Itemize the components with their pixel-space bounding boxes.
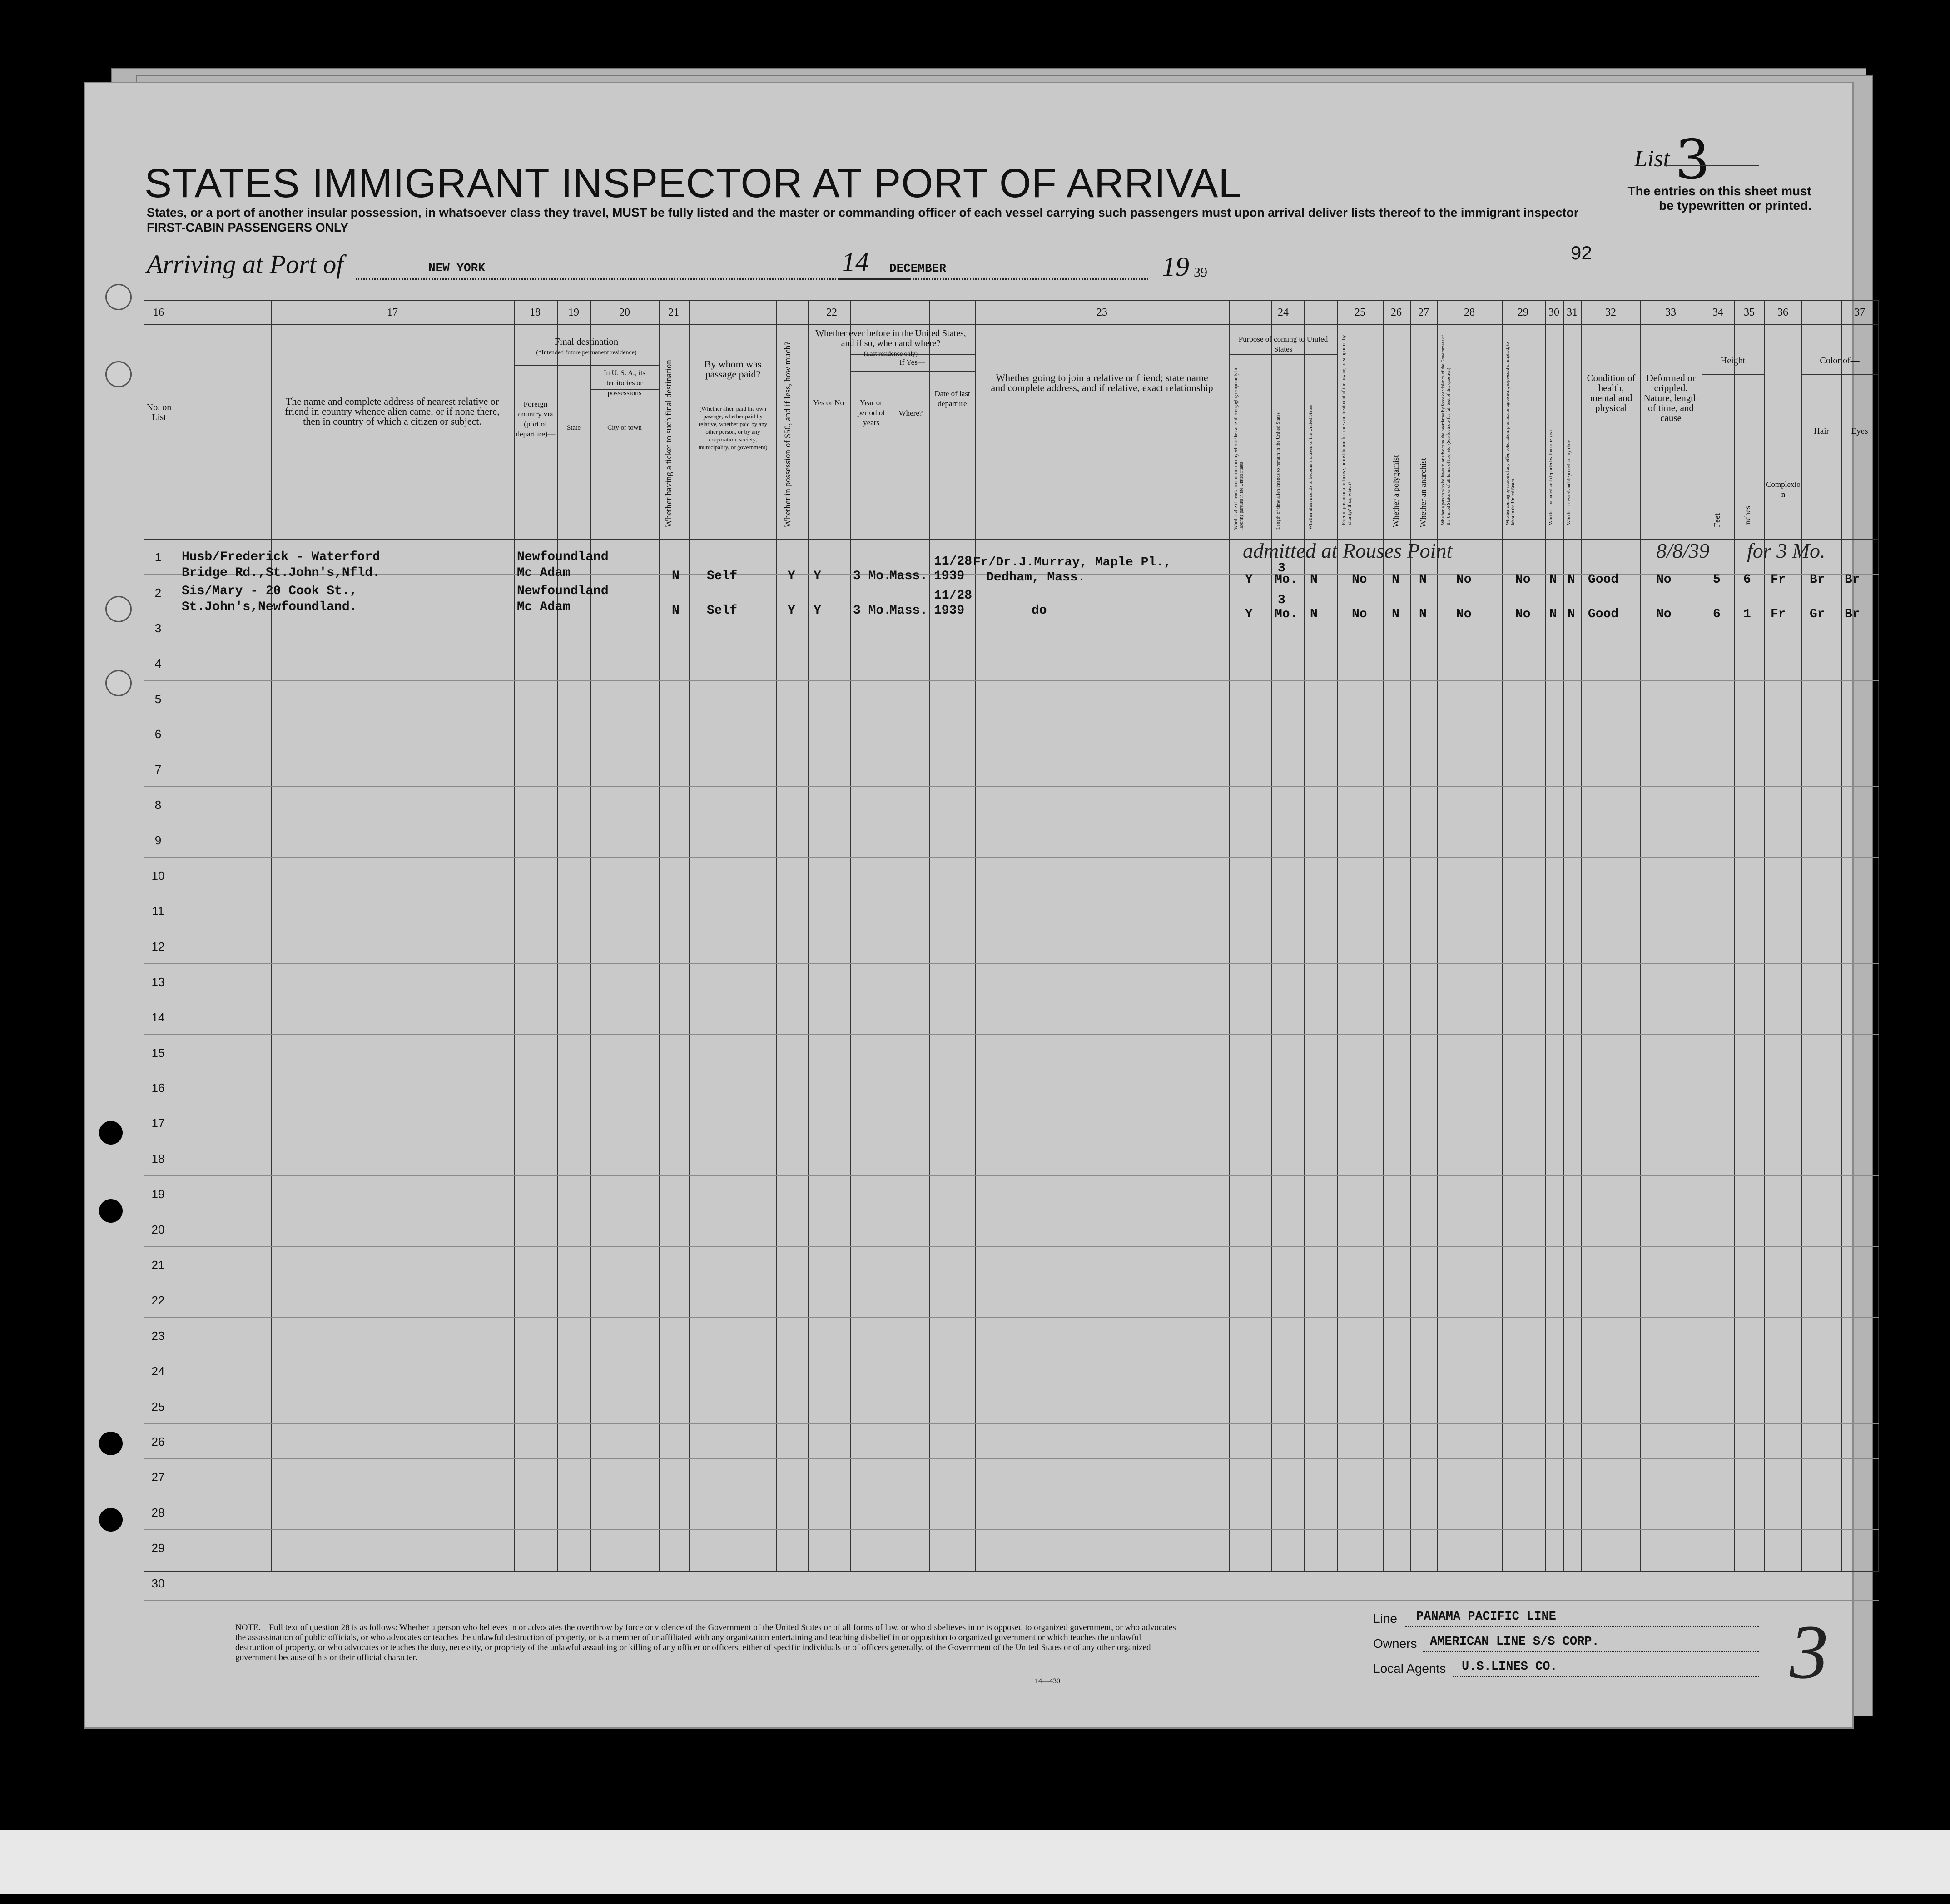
hair-color: Gr xyxy=(1810,607,1825,621)
joining-relative: do xyxy=(1032,604,1047,618)
passage-paid-by: Self xyxy=(707,604,738,618)
row-number: 4 xyxy=(154,656,162,670)
excluded-answer: N xyxy=(1549,573,1557,587)
manifest-table xyxy=(144,300,1879,1590)
table-top-border xyxy=(144,300,1879,301)
row-number: 25 xyxy=(151,1399,165,1413)
header-state: State xyxy=(567,424,581,431)
binder-hole xyxy=(105,596,132,622)
row-number: 1 xyxy=(154,550,162,564)
col-divider xyxy=(1563,300,1564,1572)
col-divider xyxy=(1337,300,1338,1572)
question-29-answer: No xyxy=(1515,573,1531,587)
column-number: 16 xyxy=(153,307,164,318)
binder-hole xyxy=(99,1508,123,1532)
column-number: 33 xyxy=(1665,307,1676,318)
header-passage-note: (Whether alien paid his own passage, whether paid by relative, whether paid by any other person, or by any corporation, society, municipality, or government) xyxy=(698,405,768,451)
line-underline xyxy=(1405,1626,1759,1627)
header-marks xyxy=(1851,408,1879,418)
header-period: Year or period of years xyxy=(857,398,885,427)
handwritten-sheet-number: 3 xyxy=(1790,1609,1828,1695)
excluded-answer: N xyxy=(1549,607,1557,621)
joining-relative: Dedham, Mass. xyxy=(986,570,1086,585)
column-number: 23 xyxy=(1097,307,1107,318)
complexion-value: Fr xyxy=(1771,573,1786,587)
row-number: 11 xyxy=(152,904,164,918)
header-ticket: Whether having a ticket to such final destination xyxy=(664,360,674,527)
ticket-value: N xyxy=(672,604,680,618)
row-number: 9 xyxy=(154,833,162,848)
question-28-answer: No xyxy=(1456,607,1472,621)
row-number: 14 xyxy=(151,1010,165,1024)
ever-before-yes-no: Y xyxy=(814,569,821,583)
intends-return: Y xyxy=(1245,573,1253,587)
footnote-question-28: NOTE.—Full text of question 28 is as follows: Whether a person who believes in or advocates the overthrow by force or violence of the Government of the United States or of all forms of law, or who disbelieves in or is opposed to organized government, or who advocates the assassination of public officials, or who advocates or teaches the unlawful destruction of property, or is a member of or affiliated with any organization entertaining and teaching disbelief in or opposition to organized government or which teaches the unlawful destruction of property, or who advocates or teaches the duty, necessity, or propriety of the unlawful assaulting or killing of any officer or officers, either of specific individuals or of officers generally, of the Government of the United States or of any other organized government because of his or their official character. xyxy=(235,1623,1176,1662)
polygamist-answer: N xyxy=(1392,607,1399,621)
column-number: 29 xyxy=(1518,307,1528,318)
col-divider xyxy=(590,300,591,1572)
header-yes-no: Yes or No xyxy=(813,398,844,407)
prison-answer: No xyxy=(1352,573,1367,587)
col-divider xyxy=(1410,300,1411,1572)
column-number: 26 xyxy=(1391,307,1402,318)
ever-before-yes-no: Y xyxy=(814,604,821,618)
local-agents-value: U.S.LINES CO. xyxy=(1462,1660,1558,1674)
header-departure-date: Date of last departure xyxy=(934,389,970,408)
table-bottom-border xyxy=(144,1571,1879,1572)
row-number: 2 xyxy=(154,585,162,600)
anarchist-answer: N xyxy=(1419,573,1427,587)
row-number: 23 xyxy=(151,1329,165,1343)
month-underline xyxy=(839,278,1148,280)
column-number: 27 xyxy=(1418,307,1429,318)
binder-hole xyxy=(105,284,132,310)
page-number: 92 xyxy=(1571,242,1592,263)
port-of-departure: Mc Adam xyxy=(517,566,571,580)
header-purpose-return: Whether alien intends to return to country whence he came after engaging temporarily in laboring pursuits in the United States xyxy=(1234,368,1244,530)
height-feet: 5 xyxy=(1713,573,1721,587)
col-divider xyxy=(1640,300,1641,1572)
header-eyes: Eyes xyxy=(1851,426,1868,436)
column-number: 34 xyxy=(1712,307,1723,318)
departure-date: 11/28 xyxy=(934,555,973,569)
prison-answer: No xyxy=(1352,607,1367,621)
row-number: 17 xyxy=(151,1116,165,1130)
form-subtitle: States, or a port of another insular possession, in whatsoever class they travel, MUST be fully listed and the master or commanding officer of each vessel carrying such passengers must upon arrival deliver lists thereof to the immigrant inspector xyxy=(147,206,1579,219)
header-deported: Whether arrested and deported at any time xyxy=(1566,440,1572,525)
list-underline xyxy=(1664,165,1759,166)
header-if-yes: If Yes— xyxy=(899,358,925,367)
height-inches: 1 xyxy=(1743,607,1751,621)
row-number: 27 xyxy=(151,1470,165,1484)
line-label: Line xyxy=(1373,1611,1397,1626)
film-edge xyxy=(0,1830,1950,1894)
relative-address: Sis/Mary - 20 Cook St., xyxy=(182,584,357,598)
previous-residence: Mass. xyxy=(889,569,928,583)
col-divider xyxy=(1437,300,1438,1572)
column-number: 25 xyxy=(1355,307,1365,318)
relative-address: Husb/Frederick - Waterford xyxy=(182,550,380,564)
col-divider xyxy=(557,300,558,1572)
col-divider xyxy=(975,300,976,1572)
row-number: 24 xyxy=(151,1364,165,1378)
form-code: 14—430 xyxy=(1035,1677,1060,1685)
table-row-line xyxy=(144,1246,1879,1247)
period-of-stay: 3 Mo. xyxy=(853,604,892,618)
column-number: 32 xyxy=(1605,307,1616,318)
col-divider xyxy=(1801,300,1802,1572)
owners-underline xyxy=(1423,1651,1759,1652)
table-row-line xyxy=(144,1175,1879,1176)
column-number: 30 xyxy=(1548,307,1559,318)
list-label: List xyxy=(1634,146,1670,172)
question-28-answer: No xyxy=(1456,573,1472,587)
table-row-line xyxy=(144,680,1879,681)
binder-hole xyxy=(99,1432,123,1455)
header-hair: Hair xyxy=(1814,426,1829,436)
row-number: 12 xyxy=(151,939,165,953)
binder-hole xyxy=(99,1121,123,1145)
col-divider xyxy=(808,300,809,1572)
row-number: 10 xyxy=(151,869,165,883)
height-inches: 6 xyxy=(1743,573,1751,587)
owners-label: Owners xyxy=(1373,1636,1417,1651)
column-number: 36 xyxy=(1777,307,1788,318)
header-question-29: Whether coming by reason of any offer, solicitation, promise, or agreement, expressed or implied, to labor in the United States xyxy=(1505,342,1516,525)
deported-answer: N xyxy=(1568,573,1575,587)
header-subline xyxy=(514,365,659,366)
departure-date: 11/28 xyxy=(934,589,973,603)
table-row-line xyxy=(144,1034,1879,1035)
foreign-country: Newfoundland xyxy=(517,550,609,564)
table-row-line xyxy=(144,963,1879,964)
header-subline xyxy=(1702,374,1764,375)
column-number: 20 xyxy=(619,307,630,318)
row-number: 5 xyxy=(154,692,162,706)
column-number: 28 xyxy=(1464,307,1475,318)
row-number: 16 xyxy=(151,1081,165,1095)
header-subline xyxy=(1801,374,1878,375)
entries-note: The entries on this sheet must be typewritten or printed. xyxy=(1627,184,1811,213)
length-of-stay: Mo. xyxy=(1275,573,1298,587)
anarchist-answer: N xyxy=(1419,607,1427,621)
ticket-value: N xyxy=(672,569,680,583)
header-anarchist: Whether an anarchist xyxy=(1419,458,1428,527)
port-underline xyxy=(356,278,910,280)
header-passage-paid: By whom was passage paid? xyxy=(704,358,762,380)
row-number: 3 xyxy=(154,621,162,635)
header-excluded: Whether excluded and deported within one year xyxy=(1548,429,1553,525)
header-question-28: Whether a person who believes in or advocates the overthrow by force or violence of the Government of the United States or of all forms of law, etc. (See footnote for full text of this question) xyxy=(1441,335,1451,525)
intends-citizen: N xyxy=(1310,573,1318,587)
local-agents-label: Local Agents xyxy=(1373,1661,1446,1676)
handwritten-admission-period: for 3 Mo. xyxy=(1747,539,1826,562)
port-of-departure: Mc Adam xyxy=(517,600,571,614)
row-number: 19 xyxy=(151,1187,165,1201)
header-final-destination: Final destination xyxy=(554,336,619,347)
header-ever-before: Whether ever before in the United States, and if so, when and where? xyxy=(815,328,966,348)
header-prison: Ever in prison or almshouse, or institution for care and treatment of the insane, or supported by charity? If so, which? xyxy=(1341,335,1352,525)
question-29-answer: No xyxy=(1515,607,1531,621)
header-where: Where? xyxy=(898,409,923,417)
complexion-value: Fr xyxy=(1771,607,1786,621)
header-final-destination-note: (*Intended future permanent residence) xyxy=(536,349,637,356)
period-of-stay: 3 Mo. xyxy=(853,569,892,583)
column-number: 19 xyxy=(568,307,579,318)
binder-hole xyxy=(105,361,132,387)
deported-answer: N xyxy=(1568,607,1575,621)
col-divider xyxy=(1304,300,1305,1572)
previous-residence: Mass. xyxy=(889,604,928,618)
column-number: 31 xyxy=(1567,307,1578,318)
column-number-row-border xyxy=(144,324,1879,325)
header-purpose-length: Length of time alien intends to remain in the United States xyxy=(1275,412,1281,530)
col-divider xyxy=(1545,300,1546,1572)
handwritten-admission-note: admitted at Rouses Point xyxy=(1243,539,1453,562)
header-foreign-country: Foreign country via (port of departure)— xyxy=(516,400,556,438)
table-row-line xyxy=(144,786,1879,787)
list-number: 3 xyxy=(1675,129,1710,192)
eye-color: Br xyxy=(1845,607,1860,621)
col-divider xyxy=(514,300,515,1572)
column-number: 37 xyxy=(1854,307,1865,318)
hair-color: Br xyxy=(1810,573,1825,587)
departure-year: 1939 xyxy=(934,569,965,583)
header-purpose: Purpose of coming to United States xyxy=(1238,335,1328,353)
table-row-line xyxy=(144,857,1879,858)
port-value: NEW YORK xyxy=(428,261,485,275)
header-health: Condition of health, mental and physical xyxy=(1587,372,1636,413)
line-value: PANAMA PACIFIC LINE xyxy=(1416,1610,1556,1624)
header-last-residence: (Last residence only) xyxy=(863,351,918,357)
departure-year: 1939 xyxy=(934,604,965,618)
row-number: 21 xyxy=(151,1258,165,1272)
arrival-day: 14 xyxy=(842,247,869,277)
col-divider xyxy=(929,300,930,1572)
col-divider xyxy=(1581,300,1582,1572)
col-divider xyxy=(1502,300,1503,1572)
local-agents-underline xyxy=(1453,1676,1759,1677)
form-passenger-class: FIRST-CABIN PASSENGERS ONLY xyxy=(147,221,349,234)
header-purpose-citizen: Whether alien intends to become a citizen of the United States xyxy=(1308,405,1313,530)
form-title: STATES IMMIGRANT INSPECTOR AT PORT OF ARRIVAL xyxy=(144,161,1242,206)
header-color-of: Color of— xyxy=(1820,356,1860,366)
has-50-dollars: Y xyxy=(788,604,795,618)
binder-hole xyxy=(105,670,132,696)
header-inches: Inches xyxy=(1743,506,1752,527)
col-divider xyxy=(1271,300,1272,1572)
length-of-stay: 3 xyxy=(1278,561,1285,575)
header-relative-address: The name and complete address of nearest relative or friend in country whence alien came, or if none there, then in country of which a citizen or subject. xyxy=(285,396,500,427)
row-number: 22 xyxy=(151,1293,165,1307)
length-of-stay: Mo. xyxy=(1275,607,1298,621)
column-number: 21 xyxy=(668,307,679,318)
col-divider xyxy=(689,300,690,1572)
has-50-dollars: Y xyxy=(788,569,795,583)
arriving-label: Arriving at Port of xyxy=(147,249,344,279)
deformed-answer: No xyxy=(1656,607,1672,621)
row-number: 18 xyxy=(151,1152,165,1166)
polygamist-answer: N xyxy=(1392,573,1399,587)
health-condition: Good xyxy=(1588,573,1619,587)
header-city: City or town xyxy=(607,424,642,431)
row-number: 28 xyxy=(151,1506,165,1520)
health-condition: Good xyxy=(1588,607,1619,621)
binder-hole xyxy=(99,1199,123,1223)
relative-address: St.John's,Newfoundland. xyxy=(182,600,357,614)
col-divider xyxy=(659,300,660,1572)
table-row-line xyxy=(144,1600,1879,1601)
column-number: 18 xyxy=(530,307,541,318)
arrival-month: DECEMBER xyxy=(889,262,946,275)
length-of-stay: 3 xyxy=(1278,593,1285,607)
row-number: 20 xyxy=(151,1223,165,1236)
row-number: 8 xyxy=(154,798,162,812)
header-join-relative: Whether going to join a relative or friend; state name and complete address, and if relative, exact relationship xyxy=(991,372,1213,393)
header-feet: Feet xyxy=(1712,513,1722,527)
height-feet: 6 xyxy=(1713,607,1721,621)
header-bottom-border xyxy=(144,539,1879,540)
row-number: 6 xyxy=(154,727,162,741)
manifest-sheet xyxy=(84,82,1868,1729)
passage-paid-by: Self xyxy=(707,569,738,583)
row-number: 30 xyxy=(151,1577,165,1590)
header-polygamist: Whether a polygamist xyxy=(1391,455,1400,527)
header-list-number: No. on List xyxy=(146,402,172,422)
year-prefix: 19 xyxy=(1162,252,1189,282)
table-row-line xyxy=(144,892,1879,893)
eye-color: Br xyxy=(1845,573,1860,587)
table-row-line xyxy=(144,1529,1879,1530)
col-divider xyxy=(1734,300,1735,1572)
header-height: Height xyxy=(1720,356,1746,366)
col-divider xyxy=(1841,300,1842,1572)
header-complexion: Complexion xyxy=(1766,480,1801,499)
header-in-usa: In U. S. A., its territories or possessions xyxy=(604,369,645,397)
joining-relative: Fr/Dr.J.Murray, Maple Pl., xyxy=(973,555,1171,570)
table-row-line xyxy=(144,1317,1879,1318)
row-number: 26 xyxy=(151,1435,165,1449)
header-subline xyxy=(850,371,975,372)
col-divider xyxy=(1383,300,1384,1572)
owners-value: AMERICAN LINE S/S CORP. xyxy=(1430,1635,1599,1649)
col-divider xyxy=(1229,300,1230,1572)
deformed-answer: No xyxy=(1656,573,1672,587)
header-possession-50: Whether in possession of $50, and if less, how much? xyxy=(783,342,793,527)
col-divider xyxy=(1878,300,1879,1572)
handwritten-admission-date: 8/8/39 xyxy=(1656,539,1710,562)
row-number: 15 xyxy=(151,1046,165,1060)
column-number: 35 xyxy=(1744,307,1755,318)
col-divider xyxy=(850,300,851,1572)
row-number: 29 xyxy=(151,1541,165,1555)
year-suffix: 39 xyxy=(1194,265,1207,280)
table-row-line xyxy=(144,1458,1879,1459)
column-number: 22 xyxy=(826,307,837,318)
col-divider xyxy=(271,300,272,1572)
header-deformed: Deformed or crippled. Nature, length of time, and cause xyxy=(1643,372,1698,423)
relative-address: Bridge Rd.,St.John's,Nfld. xyxy=(182,566,380,580)
row-number: 7 xyxy=(154,763,162,777)
row-number: 13 xyxy=(151,975,165,989)
column-number: 17 xyxy=(387,307,398,318)
intends-return: Y xyxy=(1245,607,1253,621)
column-number: 24 xyxy=(1278,307,1289,318)
intends-citizen: N xyxy=(1310,607,1318,621)
foreign-country: Newfoundland xyxy=(517,584,609,598)
table-row-line xyxy=(144,1423,1879,1424)
col-divider xyxy=(776,300,777,1572)
